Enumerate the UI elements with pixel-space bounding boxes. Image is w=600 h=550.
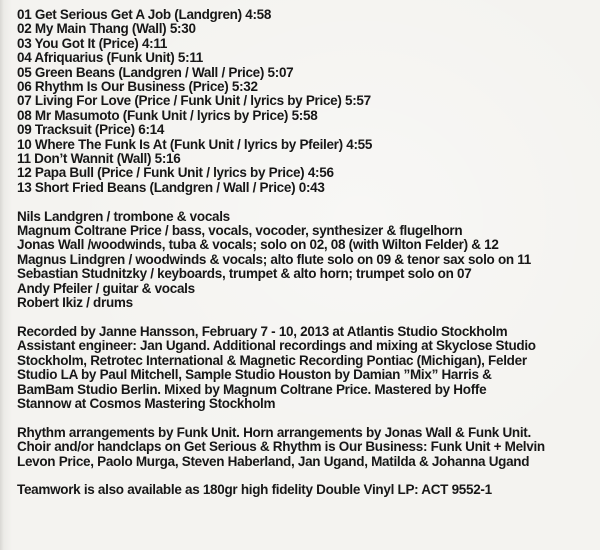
track-title: You Got It (Price) — [34, 35, 139, 51]
track-row — [17, 109, 590, 123]
track-row — [17, 22, 590, 36]
availability-note — [17, 483, 590, 497]
recording-credits-line: Stannow at Cosmos Mastering Stockholm — [17, 395, 276, 411]
track-time: 6:14 — [138, 122, 165, 138]
track-time: 5:07 — [267, 64, 294, 80]
availability-note-line: Teamwork is also available as 180gr high fidelity Double Vinyl LP: ACT 9552-1 — [17, 482, 492, 498]
track-row — [17, 66, 590, 80]
track-time: 0:43 — [298, 179, 325, 195]
track-number: 06 — [17, 79, 32, 95]
track-number: 02 — [17, 21, 32, 37]
track-title: Don’t Wannit (Wall) — [34, 151, 152, 167]
track-title: Afriquarius (Funk Unit) — [34, 50, 175, 66]
tracklist — [17, 8, 590, 195]
recording-credits-line: BamBam Studio Berlin. Mixed by Magnum Coltrane Price. Mastered by Hoffe — [17, 381, 487, 397]
track-title: My Main Thang (Wall) — [34, 21, 167, 37]
track-row — [17, 181, 590, 195]
arrangement-credits — [17, 426, 590, 469]
track-time: 5:16 — [154, 151, 181, 167]
recording-credits-line: Stockholm, Retrotec International & Magnetic Recording Pontiac (Michigan), Felder — [17, 352, 527, 368]
personnel-line: Sebastian Studnitzky / keyboards, trumpet & alto horn; trumpet solo on 07 — [17, 266, 472, 282]
personnel-list — [17, 210, 590, 311]
track-number: 13 — [17, 179, 32, 195]
track-time: 5:32 — [231, 79, 258, 95]
track-title: Rhythm Is Our Business (Price) — [34, 79, 229, 95]
track-time: 5:57 — [345, 93, 371, 109]
track-number: 05 — [17, 64, 32, 80]
track-number: 03 — [17, 35, 32, 51]
arrangement-credits-line: Rhythm arrangements by Funk Unit. Horn arrangements by Jonas Wall & Funk Unit. — [17, 424, 531, 440]
track-time: 4:55 — [346, 136, 373, 152]
track-time: 5:58 — [291, 107, 318, 123]
track-row — [17, 80, 590, 94]
arrangement-credits-line: Levon Price, Paolo Murga, Steven Haberland, Jan Ugand, Matilda & Johanna Ugand — [17, 453, 530, 469]
track-number: 11 — [17, 151, 31, 167]
personnel-line: Robert Ikiz / drums — [17, 295, 133, 311]
track-time: 5:11 — [177, 50, 203, 66]
track-title: Get Serious Get A Job (Landgren) — [34, 7, 242, 22]
track-row — [17, 37, 590, 51]
track-number: 07 — [17, 93, 32, 109]
track-number: 08 — [17, 107, 32, 123]
track-title: Where The Funk Is At (Funk Unit / lyrics by Pfeiler) — [34, 136, 343, 152]
personnel-line: Nils Landgren / trombone & vocals — [17, 208, 230, 224]
recording-credits-line: Assistant engineer: Jan Ugand. Additional recordings and mixing at Skyclose Studio — [17, 338, 536, 354]
track-number: 12 — [17, 165, 32, 181]
personnel-line: Andy Pfeiler / guitar & vocals — [17, 280, 195, 296]
recording-credits-line: Recorded by Janne Hansson, February 7 - 10, 2013 at Atlantis Studio Stockholm — [17, 323, 508, 339]
track-row — [17, 152, 590, 166]
arrangement-credits-line: Choir and/or handclaps on Get Serious & Rhythm is Our Business: Funk Unit + Melvin — [17, 439, 545, 455]
track-title: Mr Masumoto (Funk Unit / lyrics by Price) — [34, 107, 289, 123]
track-number: 09 — [17, 122, 32, 138]
track-row — [17, 166, 590, 180]
track-time: 4:58 — [245, 7, 272, 22]
track-number: 01 — [17, 7, 32, 22]
track-row — [17, 51, 590, 65]
track-title: Tracksuit (Price) — [34, 122, 135, 138]
track-row — [17, 138, 590, 152]
track-time: 4:56 — [307, 165, 334, 181]
track-time: 4:11 — [141, 35, 168, 51]
personnel-line: Jonas Wall /woodwinds, tuba & vocals; solo on 02, 08 (with Wilton Felder) & 12 — [17, 237, 499, 253]
recording-credits-line: Studio LA by Paul Mitchell, Sample Studio Houston by Damian ”Mix” Harris & — [17, 367, 492, 383]
personnel-line: Magnum Coltrane Price / bass, vocals, vocoder, synthesizer & flugelhorn — [17, 223, 463, 239]
recording-credits — [17, 325, 590, 411]
personnel-line: Magnus Lindgren / woodwinds & vocals; alto flute solo on 09 & tenor sax solo on 11 — [17, 251, 531, 267]
track-time: 5:30 — [169, 21, 196, 37]
track-row — [17, 94, 590, 108]
track-row — [17, 8, 590, 22]
track-title: Living For Love (Price / Funk Unit / lyrics by Price) — [34, 93, 342, 109]
track-title: Short Fried Beans (Landgren / Wall / Price) — [34, 179, 296, 195]
track-number: 10 — [17, 136, 32, 152]
track-title: Green Beans (Landgren / Wall / Price) — [34, 64, 265, 80]
track-number: 04 — [17, 50, 32, 66]
track-row — [17, 123, 590, 137]
track-title: Papa Bull (Price / Funk Unit / lyrics by Price) — [34, 165, 305, 181]
